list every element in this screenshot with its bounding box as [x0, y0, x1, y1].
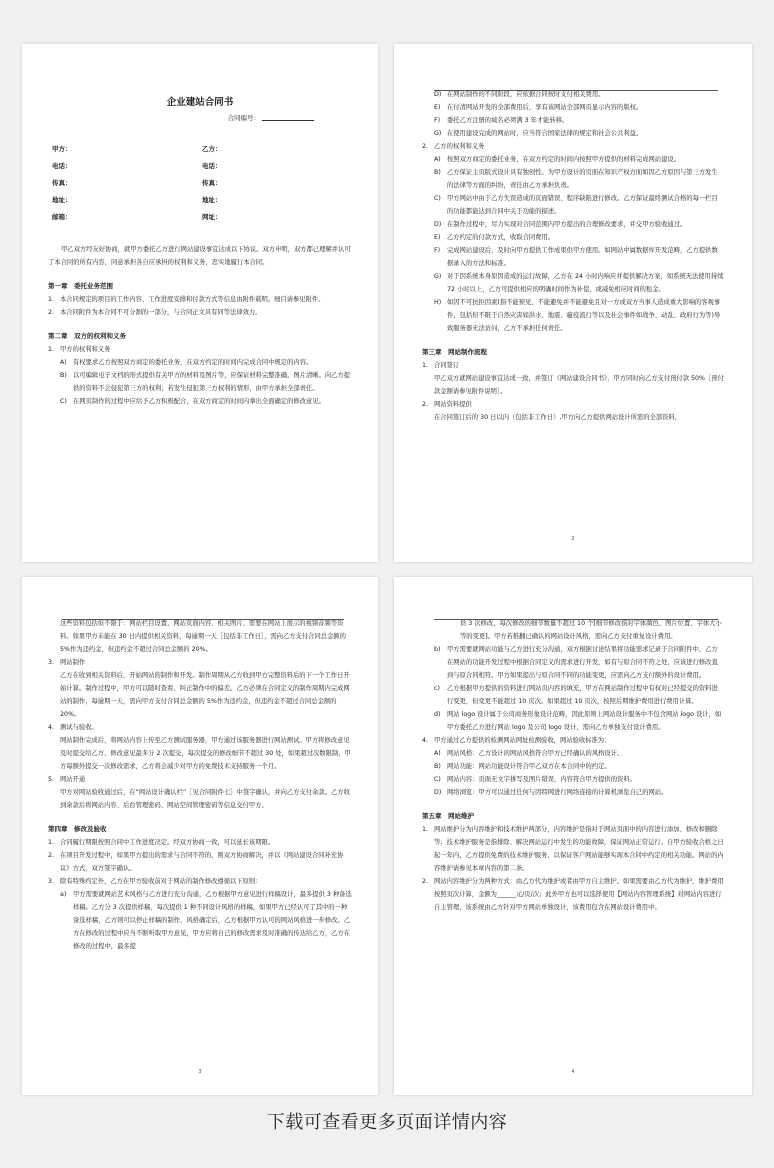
list-item: [422, 127, 724, 140]
item-number: [48, 734, 60, 773]
item-number: D): [434, 91, 442, 98]
contract-number: [48, 113, 314, 122]
header-rule: [434, 90, 718, 91]
item-number: G): [434, 130, 442, 137]
list-item: [422, 875, 724, 914]
item-number: 3.: [48, 659, 55, 666]
chapter-heading: 第四章 修改及验收: [48, 825, 107, 833]
list-item: [422, 682, 724, 708]
item-text: 网站制作: [60, 659, 86, 666]
chapter-heading: 第三章 网站制作流程: [422, 348, 487, 356]
list-item: [48, 369, 352, 395]
item-text: 测试与验收。: [60, 724, 98, 731]
party-label: 地址：: [52, 196, 72, 204]
item-text: 委托乙方注册的域名必须满 3 年才能转移。: [447, 117, 569, 124]
chapter-list: [422, 359, 724, 424]
chapter-list: [422, 617, 724, 643]
list-item: [48, 343, 352, 356]
chapter-list: [422, 153, 724, 335]
list-item: [48, 849, 352, 875]
list-item: [48, 306, 352, 319]
document-page-4: [394, 577, 752, 1095]
list-item: [422, 114, 724, 127]
item-text: 在网页制作的过程中应给予乙方积极配合，在双方商定的时间内拿出全面确定的修改意见。: [73, 398, 325, 405]
item-text: 甲方网站中由于乙方失误造成的页面错误、程序缺陷进行修改。乙方保证最终测试合格的每一栏目的功能都能达到合同中关于功能的描述。: [447, 195, 718, 215]
item-text: 本合同规定的项目的工作内容、工作进度安排和付款方式等信息由附件载明。细目请参见附件。: [60, 296, 325, 303]
party-label: 电话：: [52, 162, 72, 170]
list-item: [48, 395, 352, 408]
document-page-1: [22, 44, 378, 562]
item-number: E): [434, 234, 441, 241]
list-item: [48, 356, 352, 369]
list-item: [422, 747, 724, 760]
item-number: B): [434, 169, 441, 176]
item-number: G): [434, 273, 442, 280]
item-text: 乙方的权利和义务: [434, 143, 485, 150]
chapter-list: [48, 888, 352, 953]
party-label: 电话：: [202, 162, 222, 170]
item-number: 4.: [48, 724, 55, 731]
list-item: [422, 166, 724, 192]
item-text: 甲方对网站验收通过后，在“网站设计确认栏”［见合同附件七］中签字确认，并向乙方支付余款。乙方收到余款后将网站内容、后台管理密码、网站空间管理密码等信息交付甲方。: [60, 789, 350, 809]
item-number: A): [434, 156, 441, 163]
list-item: [422, 192, 724, 218]
page-number: 4: [571, 1069, 575, 1075]
item-text: 有权要求乙方按照双方商定的委托业务，在双方约定的时间内完成合同中规定的内容。: [73, 359, 313, 366]
item-number: [448, 617, 460, 643]
item-text: 网站功能：网站功能设计符合甲乙双方在本合同中的约定。: [447, 763, 611, 770]
item-number: D): [434, 221, 442, 228]
item-number: 2.: [422, 143, 429, 150]
list-item: [48, 656, 352, 669]
item-text: 如因不可抗拒因素(指不能预见、不能避免并不能避免且对一方或双方当事人造成重大影响的客观事件，包括但不限于自然灾害如洪水、地震、瘟疫流行等以及社会事件如战争、动乱、政府行为等)导致服务器无法访问，乙方不承担任何责任。: [447, 299, 721, 332]
chapter-list: [48, 356, 352, 408]
item-text: 网站内容维护分为两种方式：由乙方代为维护或者由甲方自主维护。如果需要由乙方代为维护，维护费用按照页次计算，金额为______元/页/次；此外甲方也可以选择使用【网站内容管理系统】对网站内容进行自主管理，该系统由乙方针对甲方网站单独设计，该费用包含在网站设计费用中。: [434, 878, 724, 911]
item-number: [422, 372, 434, 398]
list-item: [422, 411, 724, 424]
item-text: 在使用建设完成的网站时，应当符合国家法律的规定和社会公共利益。: [447, 130, 643, 137]
item-text: 按照双方商定的委托业务，在双方约定的时间内按照甲方提供的材料完成网站建设。: [447, 156, 680, 163]
list-item: [48, 786, 352, 812]
item-text: 在项目开发过程中，如果甲方提出的需求与合同不符的，则双方协商解决，并以《网站建设合同补充协议》方式，双方签字确认。: [60, 852, 344, 872]
list-item: [48, 721, 352, 734]
party-label: 地址：: [202, 196, 222, 204]
contract-title: 企业建站合同书: [166, 97, 234, 108]
list-item: [48, 293, 352, 306]
document-page-2: [394, 44, 752, 562]
item-text: 合同履行期限按照合同中工作进度决定。经双方协商一致，可以延长该期限。: [60, 839, 275, 846]
item-text: 网站开通: [60, 776, 86, 783]
item-text: 供 3 次修改，每次修改的细节数量不超过 10 个[细节修改指对字体颜色、图片位置、字体大小等的变更]。甲方若推翻已确认的网站设计风格，需向乙方支付重复设计费用。: [460, 620, 722, 640]
item-number: [48, 669, 60, 721]
page-number: 2: [571, 536, 575, 542]
list-item: [422, 734, 724, 747]
item-text: 甲方的权利和义务: [60, 346, 111, 353]
header-rule: [62, 619, 344, 620]
item-text: 乙方保证主页版式设计具有独创性。为甲方设计的页面在知识产权方面如因乙方原因与第三方发生的法律等方面的纠纷，责任由乙方承担负责。: [447, 169, 718, 189]
item-number: d): [434, 711, 441, 718]
list-item: [48, 836, 352, 849]
item-number: F): [434, 117, 441, 124]
item-text: 网站资料提供: [434, 401, 472, 408]
item-number: b): [434, 646, 441, 653]
item-number: 3.: [48, 878, 55, 885]
item-text: 以可编辑电子文档的形式提供有关甲方的材料及图片等，应保证材料完整准确，图片清晰。向乙方提供的资料不会侵犯第三方的权利；若发生侵犯第三方权利的情形，由甲方承担全部责任。: [73, 372, 351, 392]
list-item: [48, 734, 352, 773]
list-item: [422, 359, 724, 372]
header-rule: [434, 619, 718, 620]
party-info-grid: [48, 144, 352, 221]
item-text: 乙方约定的付款方式，收取合同费用。: [447, 234, 555, 241]
chapter-list: [422, 823, 724, 914]
list-item: [422, 617, 724, 643]
item-number: 2.: [48, 309, 55, 316]
item-text: 甲方需要就网站功能与乙方进行充分沟通，双方根据讨论结果将功能需求记录于合同附件中，乙方在网站的功能开发过程中根据合同定义的需求进行开发，如有与原合同不符之处，应该进行修改直到与原合同相符。甲方如果提出与原合同不同的功能变更，应需向乙方支付额外的设计费用。: [447, 646, 718, 679]
chapter-list: [422, 747, 724, 799]
item-number: 2.: [422, 401, 429, 408]
item-number: 1.: [48, 346, 55, 353]
chapter-list: [422, 643, 724, 734]
item-text: 合同签订: [434, 362, 460, 369]
item-text: 甲乙双方就网站建设事宜达成一致，并签订《网站建设合同书》，甲方同时向乙方支付预付款 50%［预付款金额请参见附件说明］。: [434, 375, 724, 395]
intro-paragraph: 甲乙双方经友好协商，就甲方委托乙方进行网站建设事宜达成以下协议。双方申明，双方都已理解并认可了本合同的所有内容，同意承担各自应承担的权利和义务，忠实地履行本合同。: [48, 246, 351, 266]
item-text: 除有特殊约定外，乙方在甲方验收前对于网站的制作修改遵循以下原则：: [60, 878, 262, 885]
list-item: [422, 372, 724, 398]
list-item: [48, 617, 352, 656]
party-label: 乙方：: [202, 145, 222, 153]
party-label: 传真：: [202, 179, 222, 187]
item-text: 乙方在收到相关资料后，开始网站的制作和开发。制作周期从乙方收到甲方完整资料后的下一个工作日开始计算。制作过程中，甲方可以随时查看、纠正制作中的偏差。乙方必须在合同定义的制作周期内完成网站的制作，每逾期一天，需向甲方支付合同总金额的 5%作为违约金，但违约金不超过合同总金额的 20%。: [60, 672, 350, 718]
list-item: [422, 270, 724, 296]
item-number: 1.: [422, 826, 429, 833]
item-number: C): [434, 195, 441, 202]
contract-number-blank: [262, 120, 314, 121]
item-number: A): [60, 359, 67, 366]
item-text: 网站制作完成后，将网站内容上传至乙方测试服务器，甲方通过该服务器进行网站测试。甲方将修改意见及时提交给乙方，修改意见最多分 2 次提交，每次提交的修改细节不超过 30 处，如果超过次数限制，甲方每额外提交一次修改需求，乙方将会减少对甲方的免费技术支持服务一个月。: [60, 737, 351, 770]
item-number: D): [434, 789, 442, 796]
item-number: C): [60, 398, 67, 405]
item-text: 对于因系统本身原因造成的运行故障，乙方在 24 小时内响应并提供解决方案，如系统无法使用持续 72 小时以上，乙方可提供相应的明确时间作为补偿，或减免相应时间的租金。: [447, 273, 724, 293]
list-item: [422, 773, 724, 786]
list-item: [422, 231, 724, 244]
item-text: 完成网站建设后，及时向甲方提供工作成果供甲方使用。如网站中属数据库开发范畴，乙方提供数据录入的方法和标准。: [447, 247, 718, 267]
list-item: [422, 708, 724, 734]
item-number: 4.: [422, 737, 429, 744]
document-page-3: [22, 577, 378, 1095]
item-text: 本合同附件为本合同不可分割的一部分，与合同正文具有同等法律效力。: [60, 309, 262, 316]
item-text: 这些资料包括但不限于：网站栏目设置、网站页面内容、相关图片、需要在网站上展示的视频音频等资料。如果甲方未能在 30 日内提供相关资料，每逾期一天［包括非工作日］，需向乙方支付合同总金额的 5%作为违约金，但违约金不超过合同总金额的 20%。: [60, 620, 346, 653]
item-text: 网站内容：页面无文字拼写及图片错误，内容符合甲方提供的资料。: [447, 776, 636, 783]
item-number: [422, 411, 434, 424]
item-text: 网站风格：乙方设计的网站风格符合甲方已经确认的风格设计。: [447, 750, 624, 757]
list-item: [48, 773, 352, 786]
chapter-list: [48, 836, 352, 888]
item-number: a): [60, 891, 67, 898]
chapter-list: [48, 617, 352, 812]
item-number: 1.: [48, 296, 55, 303]
item-number: 1.: [422, 362, 429, 369]
item-number: B): [434, 763, 441, 770]
party-label: 网址：: [202, 213, 222, 221]
item-number: C): [434, 776, 441, 783]
item-number: F): [434, 247, 441, 254]
item-number: H): [434, 299, 442, 306]
item-text: 在合同签订后的 30 日以内（包括非工作日）,甲方向乙方提供网站设计所需的全部资料，: [434, 414, 682, 421]
list-item: [422, 760, 724, 773]
item-number: B): [60, 372, 67, 379]
item-text: 网站 logo 设计属于公司商务形象设计范畴，因此原则上网站设计服务中不包含网站 logo 设计，如甲方委托乙方进行网站 logo 及公司 logo 设计，需向乙方单独支付设计费用。: [447, 711, 722, 731]
item-text: 乙方根据甲方提供的资料进行网站页内容的填充，甲方在网站制作过程中有权对已经提交的资料进行变更，但变更不能超过 10 页次。如果超过 10 页次，按照后期维护费用进行费用计算。: [447, 685, 718, 705]
list-item: [48, 669, 352, 721]
item-text: 网站维护分为内容维护和技术维护两部分，内容维护是指对于网站页面中的内容进行添加、修改和删除等；技术维护服务是指排除、解决网站运行中发生的功能故障，保证网站正常运行。自甲方验收合格之日起一年内，乙方提供免费的技术维护服务，以保证客户网站能够实现本合同中约定的相关功能。网站的内容维护请参见本章内容的第二条。: [434, 826, 724, 872]
list-item: [422, 140, 724, 153]
list-item: [422, 296, 724, 335]
chapter-list: [422, 88, 724, 140]
chapter-heading: 第五章 网站维护: [422, 812, 474, 820]
list-item: [48, 875, 352, 888]
item-number: [48, 786, 60, 812]
item-text: 甲方需要就网站艺术风格与乙方进行充分沟通，乙方根据甲方意见进行样稿设计，最多提供 3 种备选样稿。乙方分 3 次提供样稿，每次提供 1 种不同设计风格的样稿，如果甲方已经认可了其中的一种备选样稿，乙方则可以停止样稿的制作，风格确定后，乙方根据甲方认可的网站风格进一步修改。乙方在修改的过程中应当不断听取甲方意见，甲方应将自己的修改需求及时准确的传达给乙方，乙方在修改的过程中，最多提: [73, 891, 352, 950]
item-text: 甲方通过乙方提供的检测网站网址检测验收，网站验收标准为：: [434, 737, 611, 744]
party-label: 甲方：: [52, 145, 72, 153]
list-item: [422, 244, 724, 270]
item-number: 1.: [48, 839, 55, 846]
item-number: 2.: [48, 852, 55, 859]
item-number: A): [434, 750, 441, 757]
item-number: [48, 617, 60, 656]
item-text: 在付清网站开发的全部费用后，享有该网站全部网页显示内容的版权。: [447, 104, 643, 111]
chapter-heading: 第二章 双方的权利和义务: [48, 332, 126, 340]
contract-number-label: 合同编号：: [227, 114, 260, 122]
list-item: [48, 888, 352, 953]
item-text: 网络浏览：甲方可以通过任何与因特网进行网络连接的计算机浏览自己的网站。: [447, 789, 668, 796]
list-item: [422, 153, 724, 166]
download-prompt[interactable]: 下载可查看更多页面详情内容: [266, 1112, 508, 1133]
item-number: E): [434, 104, 441, 111]
chapter-list: [48, 293, 352, 319]
page-number: 3: [198, 1069, 202, 1075]
item-number: 2.: [422, 878, 429, 885]
item-number: c): [434, 685, 440, 692]
party-label: 邮箱：: [52, 213, 72, 221]
list-item: [422, 823, 724, 875]
item-number: 5.: [48, 776, 55, 783]
party-label: 传真：: [52, 179, 72, 187]
item-text: 在网站制作的不同阶段，应依据合同按时支付相关费用。: [447, 91, 605, 98]
list-item: [422, 398, 724, 411]
list-item: [422, 786, 724, 799]
list-item: [422, 101, 724, 114]
list-item: [422, 218, 724, 231]
list-item: [422, 643, 724, 682]
chapter-heading: 第一章 委托业务范围: [48, 282, 113, 290]
item-text: 在制作过程中，尽力实现对合同范围内甲方提出的合理修改要求，并交甲方验收通过。: [447, 221, 687, 228]
